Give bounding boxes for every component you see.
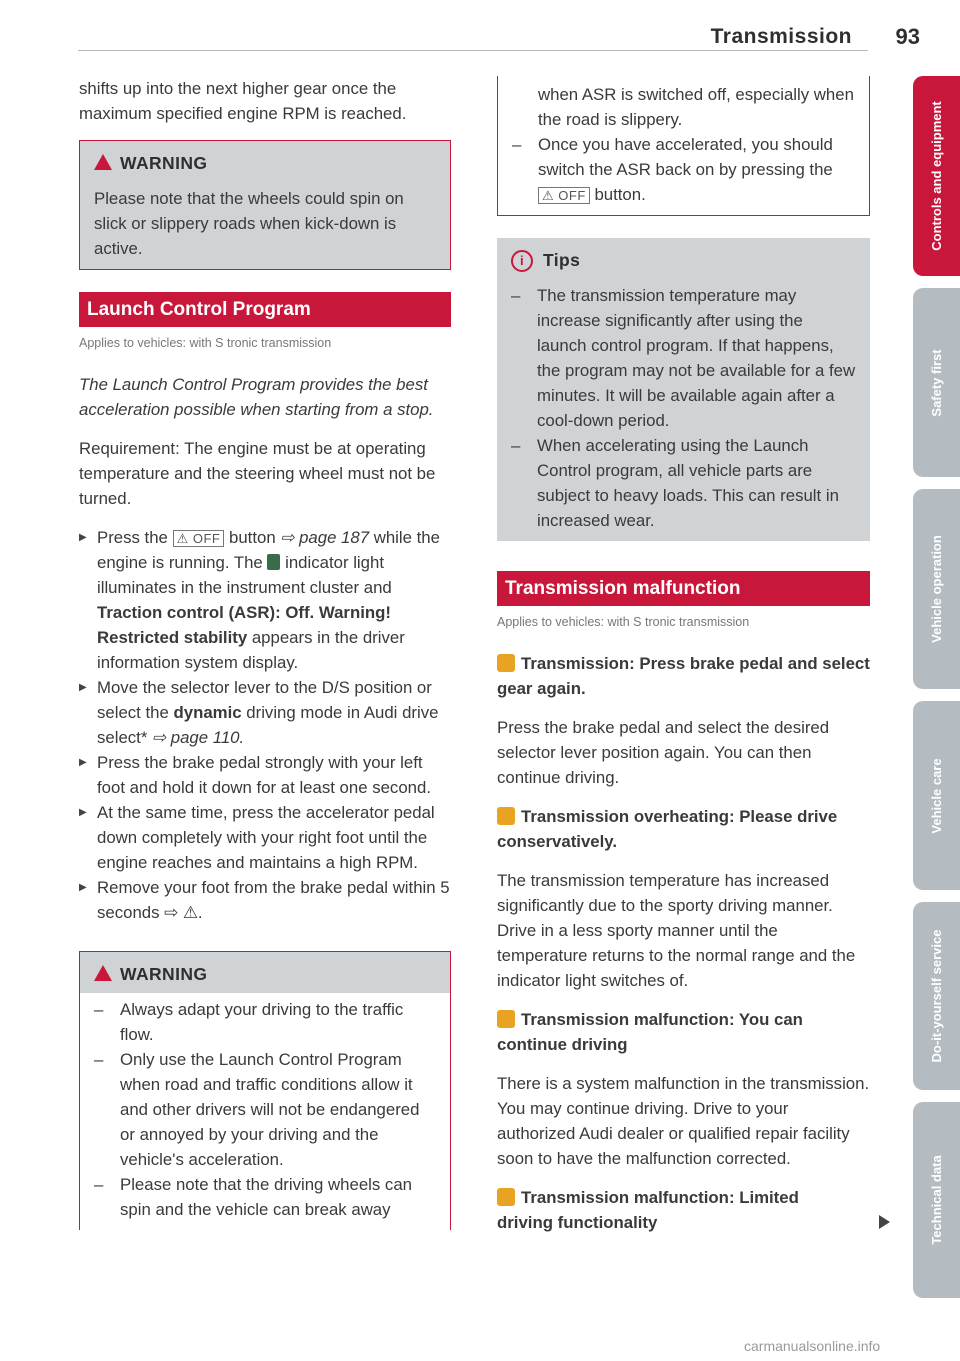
warning-box-continued [497, 76, 870, 216]
step1-text-d: indicator light illuminates in the instrument cluster and [97, 553, 392, 597]
malfunction-text-2: The transmission temperature has increased significantly due to the sporty driving manner. Drive in a less sporty manner until the temperature returns to the normal range and the indicator light switches of. [497, 871, 856, 990]
launch-control-heading: Launch Control Program [79, 292, 451, 327]
left-column [79, 76, 451, 1230]
continue-arrow-icon [879, 1215, 890, 1229]
asr-off-message: Traction control (ASR): Off. Warning! Restricted stability [97, 603, 391, 647]
warning-box-launch [79, 951, 451, 1230]
tips-heading [497, 238, 870, 279]
warning-list [94, 997, 436, 1222]
section-title: Transmission [710, 25, 852, 48]
warning-cont-text: when ASR is switched off, especially when the road is slippery. [538, 85, 854, 129]
page-ref-187[interactable]: ⇨ page 187 [280, 528, 370, 547]
transmission-warning-icon [497, 654, 515, 672]
launch-steps [79, 525, 451, 925]
page-number: 93 [895, 24, 920, 49]
malfunction-text-3: There is a system malfunction in the transmission. You may continue driving. Drive to your authorized Audi dealer or qualified repair facility soon to have the malfunction corrected. [497, 1074, 870, 1168]
warning-cont-item [512, 132, 855, 207]
tips-box [497, 238, 870, 541]
esc-off-key-icon: ⚠ OFF [173, 530, 225, 547]
step1-text-c: while the engine is running. The [97, 528, 440, 572]
tab-controls-equipment[interactable]: Controls and equipment [913, 76, 960, 276]
step1-text-b: button [229, 528, 276, 547]
malfunction-subhead-4: Transmission malfunction: Limited driving functionality [497, 1185, 870, 1235]
launch-applies-note: Applies to vehicles: with S tronic transmission [79, 336, 332, 350]
warning-cont-body [498, 76, 869, 215]
tips-item-1: – The transmission temperature may increase significantly after using the launch control program. If that happens, the program may not be available for a few minutes. It will be available again after a cool-down period. [511, 283, 856, 433]
tab-vehicle-operation[interactable]: Vehicle operation [913, 489, 960, 689]
warning-cont-item-end: button. [594, 185, 646, 204]
launch-step-3: ▶ Press the brake pedal strongly with your left foot and hold it down for at least one second. [79, 750, 451, 800]
warning-cont-item-text: Once you have accelerated, you should switch the ASR back on by pressing the [538, 135, 833, 179]
step2-text-a: Move the selector lever to the D/S position or select the [97, 678, 432, 722]
step1-text-a: Press the [97, 528, 168, 547]
malfunction-heading: Transmission malfunction [497, 571, 870, 606]
warning-body [80, 182, 450, 269]
warning-text: Please note that the wheels could spin on slick or slippery roads when kick-down is active. [94, 189, 404, 258]
esc-off-key-icon-2: ⚠ OFF [538, 187, 590, 204]
page-header [78, 0, 946, 52]
right-column [497, 76, 870, 1249]
warning-item-1: – Always adapt your driving to the traffic flow. [94, 997, 436, 1047]
warning-box-kickdown [79, 140, 451, 270]
warning-item-3: – Please note that the driving wheels can spin and the vehicle can break away [94, 1172, 436, 1222]
tips-list [511, 283, 856, 533]
warning-title: WARNING [120, 153, 208, 173]
tips-item-2: – When accelerating using the Launch Control program, all vehicle parts are subject to heavy loads. This can result in increased wear. [511, 433, 856, 533]
transmission-warning-icon-3 [497, 1010, 515, 1028]
page-ref-110[interactable]: ⇨ page 110. [152, 728, 245, 747]
warning-triangle-icon-2 [94, 965, 112, 981]
asr-indicator-icon [267, 554, 280, 570]
tab-do-it-yourself[interactable]: Do-it-yourself service [913, 902, 960, 1090]
launch-step-4: ▶ At the same time, press the accelerator pedal down completely with your right foot until the engine reaches and maintains a high RPM. [79, 800, 451, 875]
warning-cont-list [512, 132, 855, 207]
dynamic-mode-label: dynamic [173, 703, 242, 722]
transmission-warning-icon-2 [497, 807, 515, 825]
warning-title-2: WARNING [120, 964, 208, 984]
launch-step-5: ▶ Remove your foot from the brake pedal within 5 seconds ⇨ ⚠. [79, 875, 451, 925]
launch-step-1 [79, 525, 451, 675]
launch-requirement: Requirement: The engine must be at operating temperature and the steering wheel must not be turned. [79, 439, 436, 508]
launch-lead: The Launch Control Program provides the best acceleration possible when starting from a stop. [79, 375, 434, 419]
tab-technical-data[interactable]: Technical data [913, 1102, 960, 1298]
tips-body [497, 279, 870, 541]
malfunction-text-1: Press the brake pedal and select the desired selector lever position again. You can then continue driving. [497, 718, 830, 787]
watermark: carmanualsonline.info [744, 1338, 881, 1354]
malfunction-subhead-3: Transmission malfunction: You can continue driving [497, 1010, 803, 1054]
warning-triangle-icon [94, 154, 112, 170]
warning-heading-2 [80, 952, 450, 993]
intro-paragraph: shifts up into the next higher gear once the maximum specified engine RPM is reached. [79, 79, 407, 123]
header-rule [78, 50, 868, 51]
warning-body-2 [80, 993, 450, 1230]
warning-item-2: – Only use the Launch Control Program when road and traffic conditions allow it and other drivers will not be endangered or annoyed by your driving and the vehicle's acceleration. [94, 1047, 436, 1172]
warning-heading [80, 141, 450, 182]
transmission-warning-icon-4 [497, 1188, 515, 1206]
tab-vehicle-care[interactable]: Vehicle care [913, 701, 960, 890]
tips-title: Tips [543, 250, 581, 270]
tab-safety-first[interactable]: Safety first [913, 288, 960, 477]
malfunction-applies-note: Applies to vehicles: with S tronic transmission [497, 615, 750, 629]
launch-step-2 [79, 675, 451, 750]
info-icon: i [511, 250, 533, 272]
malfunction-subhead-1: Transmission: Press brake pedal and select gear again. [497, 654, 870, 698]
step2-text-b: driving mode in Audi drive select* [97, 703, 439, 747]
malfunction-subhead-2: Transmission overheating: Please drive conservatively. [497, 807, 838, 851]
step1-text-e: appears in the driver information system display. [97, 628, 405, 672]
